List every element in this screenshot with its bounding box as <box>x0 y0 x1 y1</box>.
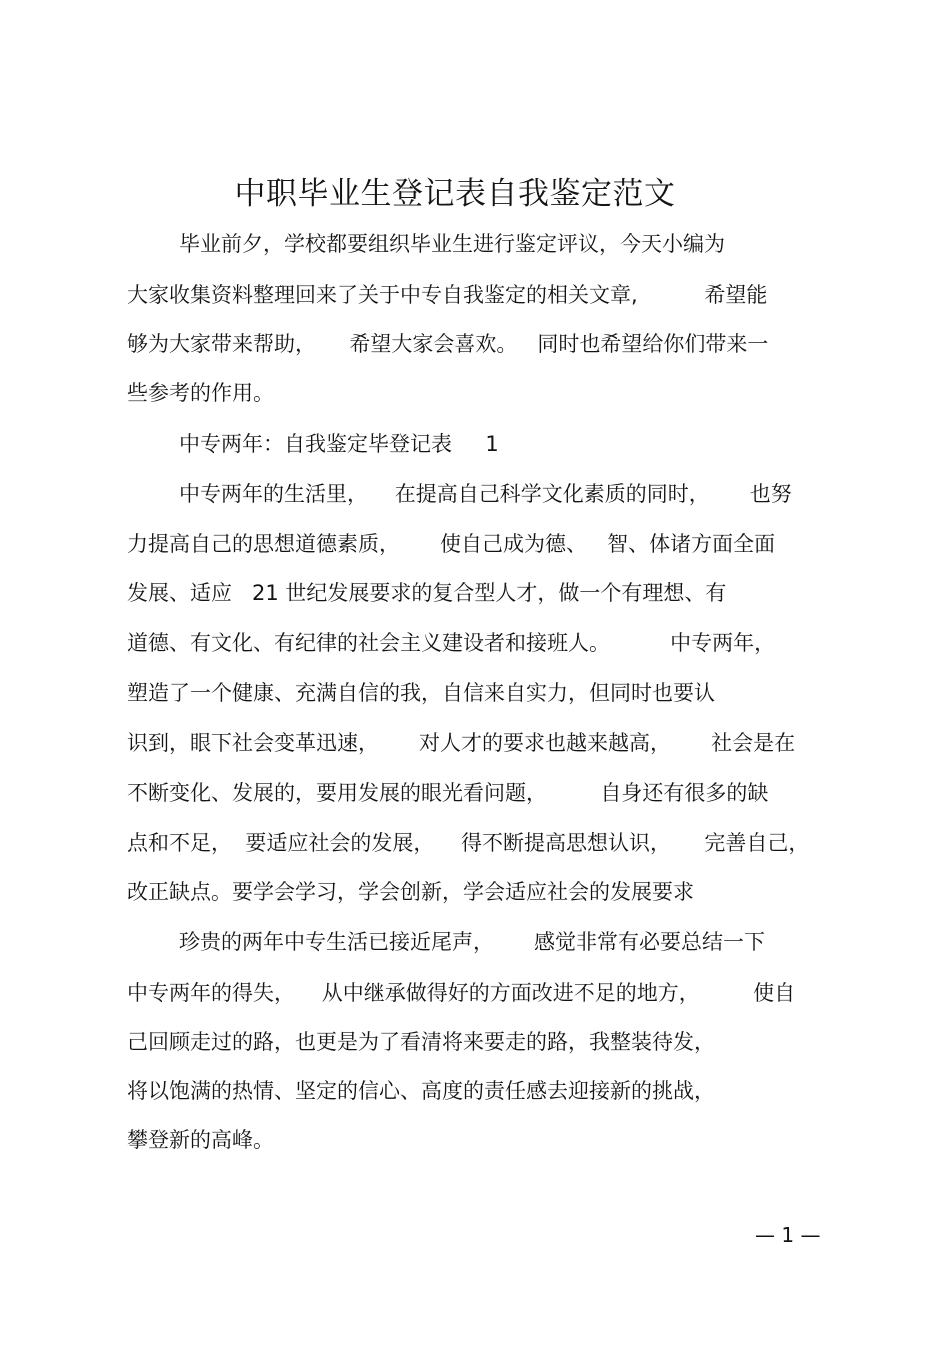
text-line: 攀登新的高峰。 <box>127 1128 274 1152</box>
page-number: — 1 — <box>755 1223 821 1247</box>
text-line: 改正缺点。要学会学习，学会创新，学会适应社会的发展要求 <box>127 880 694 904</box>
text-line: 大家收集资料整理回来了关于中专自我鉴定的相关文章, 希望能 <box>127 283 768 307</box>
text-line: 些参考的作用。 <box>127 381 274 405</box>
section-heading: 中专两年：自我鉴定毕登记表 1 <box>179 432 499 456</box>
text-line: 识到，眼下社会变革迅速， 对人才的要求也越来越高， 社会是在 <box>127 731 796 755</box>
text-line: 够为大家带来帮助， 希望大家会喜欢。 同时也希望给你们带来一 <box>127 332 769 356</box>
text-line: 己回顾走过的路，也更是为了看清将来要走的路，我整装待发， <box>127 1030 715 1054</box>
text-line: 塑造了一个健康、充满自信的我，自信来自实力，但同时也要认 <box>127 681 715 705</box>
text-line: 道德、有文化、有纪律的社会主义建设者和接班人。 中专两年， <box>127 631 776 655</box>
text-line: 将以饱满的热情、坚定的信心、高度的责任感去迎接新的挑战， <box>127 1079 715 1103</box>
text-line: 珍贵的两年中专生活已接近尾声， 感觉非常有必要总结一下 <box>179 930 766 954</box>
text-line: 力提高自己的思想道德素质， 使自己成为德、 智、体诸方面全面 <box>127 532 776 556</box>
text-line: 发展、适应 21 世纪发展要求的复合型人才，做一个有理想、有 <box>127 581 727 605</box>
text-line: 点和不足， 要适应社会的发展， 得不断提高思想认识， 完善自己， <box>127 831 810 855</box>
text-line: 中专两年的得失， 从中继承做得好的方面改进不足的地方， 使自 <box>127 981 796 1005</box>
text-line: 毕业前夕，学校都要组织毕业生进行鉴定评议，今天小编为 <box>179 232 725 256</box>
text-line: 不断变化、发展的，要用发展的眼光看问题， 自身还有很多的缺 <box>127 781 769 805</box>
document-title: 中职毕业生登记表自我鉴定范文 <box>234 176 676 212</box>
text-line: 中专两年的生活里， 在提高自己科学文化素质的同时， 也努 <box>179 482 792 506</box>
